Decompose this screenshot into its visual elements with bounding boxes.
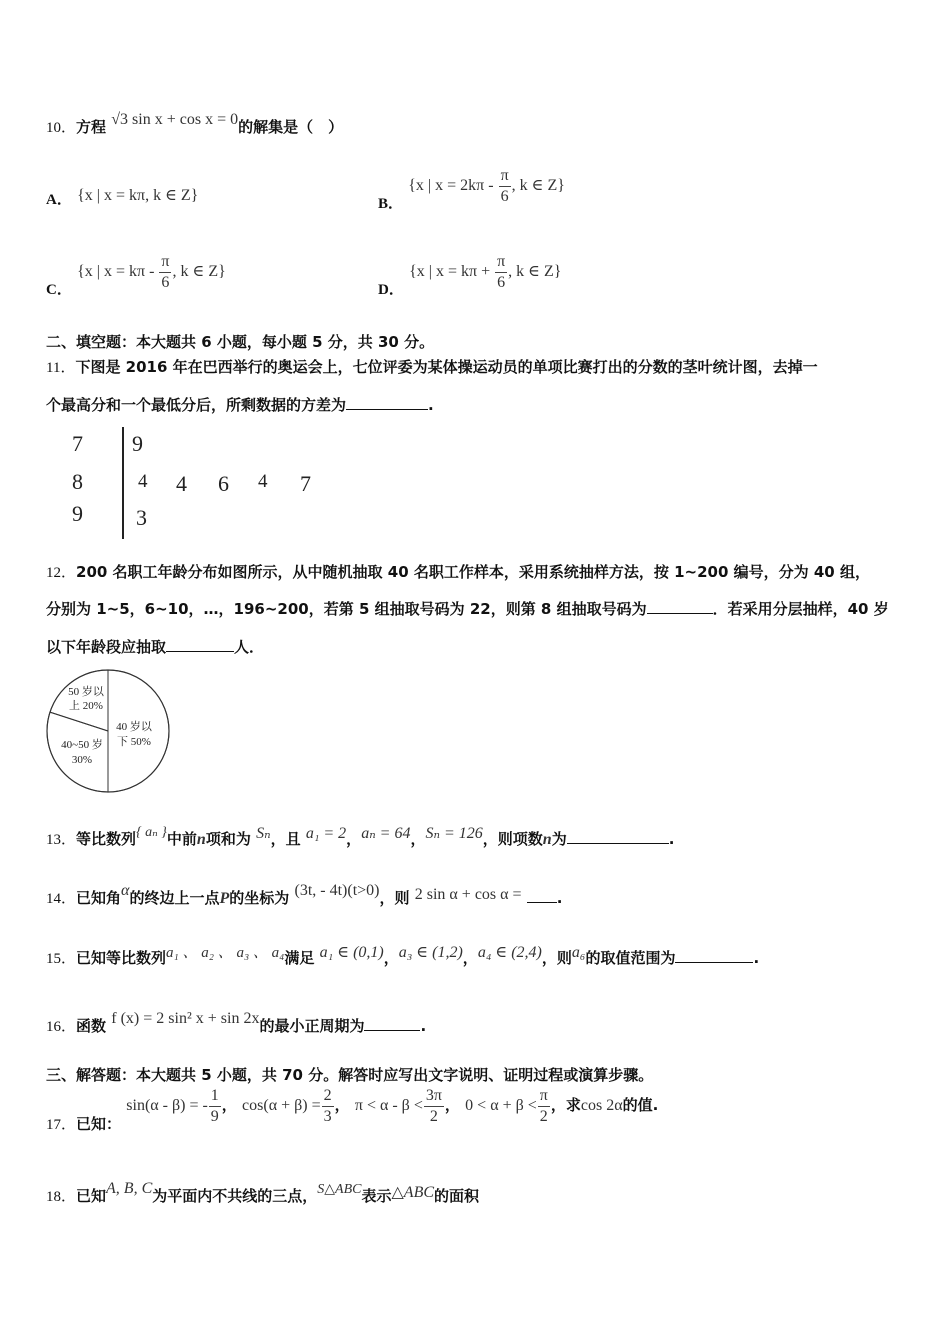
q13-cond-3: Sₙ = 126 [425,825,483,842]
q12-text-2: 分别为 1~5，6~10，…，196~200，若第 5 组抽取号码为 22，则第 8 组抽取号码为 [46,600,647,618]
pie-label-over50-line2: 上 20% [69,700,103,712]
q17-expr-4 [465,1087,551,1125]
q10-option-a [46,188,198,209]
option-d-label: D． [378,282,404,299]
stem-9: 9 [72,501,83,526]
option-b-fraction [499,168,511,205]
q13-n-2: n [542,831,552,848]
q15-text-1: 已知等比数列 [76,949,167,967]
q11-text-2: 个最高分和一个最低分后，所剩数据的方差为 [46,396,347,414]
q12-text-3b: 人． [234,638,265,656]
frac-den: 6 [161,274,170,291]
option-b-label: B． [378,196,404,213]
q18-triangle: △ABC [391,1184,435,1201]
q13-text-3: 项和为 [205,830,251,848]
leaf-8-1: 4 [138,471,148,492]
frac-num: 1 [209,1088,221,1107]
q12-number: 12． [46,565,77,581]
pie-label-under40-line1: 40 岁以 [116,721,152,733]
frac-den: 2 [429,1108,438,1125]
q17-text-1: 已知： [76,1115,122,1134]
q12-text-2b: ．若采用分层抽样，40 岁 [712,600,889,618]
q12-line-3 [46,636,264,657]
option-a-set: {x | x = kπ, k ∈ Z} [77,187,199,204]
q18-line [46,1180,480,1206]
q14-answer-blank[interactable] [527,890,557,903]
q13-answer-blank[interactable] [567,831,669,844]
frac-num: π [538,1088,550,1107]
q15-cond-3: a₄ ∈ (2,4) [477,944,542,961]
q16-number: 16． [46,1019,77,1035]
q16-function: f (x) = 2 sin² x + sin 2x [111,1010,260,1027]
leaf-8-3: 6 [218,471,229,496]
q10-equation: √3 sin x + cos x = 0 [111,111,239,128]
option-b-post: , k ∈ Z} [511,177,565,195]
q12-answer-blank-1[interactable] [647,601,713,614]
q17-number: 17． [46,1117,77,1134]
stem-divider [122,427,124,539]
q12-answer-blank-2[interactable] [166,639,234,652]
option-c-fraction [159,254,171,291]
q17-text-3: 的值. [622,1096,659,1115]
q14-alpha: α [121,882,130,899]
q17-target: cos 2α [580,1097,623,1115]
q14-line [46,882,563,908]
q13-cond-2: aₙ = 64 [361,825,411,842]
leaf-8-4: 4 [258,471,268,492]
q14-point-p: P [219,890,230,907]
q17-frac-1 [209,1088,221,1125]
section-2-heading: 二、填空题：本大题共 6 小题，每小题 5 分，共 30 分。 [46,333,435,351]
q12-text-1: 200 名职工年龄分布如图所示，从中随机抽取 40 名职工作样本，采用系统抽样方法，按 1~200 编号，分为 40 组， [76,563,870,581]
q15-a6: a₆ [571,944,586,961]
q17-expr-1 [126,1087,222,1125]
q13-text-2: 中前 [166,830,197,848]
frac-num: π [159,254,171,273]
q15-text-3: ，则 [541,949,572,967]
q14-end: . [556,889,563,907]
pie-label-over50-line1: 50 岁以 [68,686,104,698]
q15-terms: a₁ 、 a₂ 、 a₃ 、 a₄ [166,945,285,961]
q11-line-2 [46,394,434,415]
q10-option-c [46,253,226,299]
q13-n: n [196,831,206,848]
q18-area-symbol: S△ABC [317,1182,362,1197]
leaf-7-1: 9 [132,431,143,456]
frac-den: 3 [323,1108,332,1125]
q17-expr-3-pre: π < α - β < [354,1097,423,1115]
age-pie-chart [44,668,174,794]
frac-num: 3π [424,1088,444,1107]
q16-line [46,1010,427,1036]
stem-leaf-plot [70,425,340,545]
q15-text-4: 的取值范围为 [585,949,676,967]
q17-line: 17．已知： sin(α - β) = - $\frac{1}{9}$ ， cos(α + β) = $\frac{2}{3}$ ， π < α - β < $\frac{3\pi}{2}$ ， 0 < α + β < $\frac{\pi}{2}$ ，求cos 2α的值. [46,1087,659,1134]
leaf-9-1: 3 [136,505,147,530]
q11-number: 11． [46,360,76,376]
option-d-pre: {x | x = kπ + [409,263,491,281]
stem-7: 7 [72,431,83,456]
q14-text-3: 的坐标为 [229,889,290,907]
q13-text-5: ，则项数 [482,830,543,848]
q13-cond-1: a₁ = 2 [305,825,347,842]
q11-answer-blank[interactable] [346,397,428,410]
q10-text: 方程 [76,118,107,136]
frac-num: π [499,168,511,187]
q18-text-4: 的面积 [434,1187,480,1205]
option-c-label: C． [46,282,72,299]
q17-frac-2 [322,1088,334,1125]
q14-number: 14． [46,891,77,907]
q15-text-2: 满足 [284,949,315,967]
q14-text-4: ，则 [379,889,410,907]
q15-cond-1: a₁ ∈ (0,1) [319,944,384,961]
q16-answer-blank[interactable] [364,1018,420,1031]
frac-num: 2 [322,1088,334,1107]
q18-text-2: 为平面内不共线的三点， [152,1187,318,1205]
option-d-fraction [495,254,507,291]
q10-option-b [378,167,565,213]
q18-text-3: 表示 [361,1187,392,1205]
q15-cond-2: a₃ ∈ (1,2) [398,944,463,961]
pie-label-40to50-line1: 40~50 岁 [61,739,103,751]
q13-text-4: ，且 [270,830,301,848]
q11-text-1: 下图是 2016 年在巴西举行的奥运会上，七位评委为某体操运动员的单项比赛打出的分数的茎叶统计图，去掉一 [75,358,818,376]
q12-line-1 [46,561,870,582]
q14-coordinates: (3t, - 4t)(t>0) [294,882,380,899]
q15-end: . [753,949,760,967]
q13-text-6: 为 [551,830,567,848]
q13-text-1: 等比数列 [76,830,137,848]
q14-text-1: 已知角 [76,889,122,907]
q16-end: . [420,1017,427,1035]
q11-line-1 [46,356,818,377]
section-3-heading: 三、解答题：本大题共 5 小题，共 70 分。解答时应写出文字说明、证明过程或演算步骤。 [46,1066,654,1084]
q17-text-2: ，求 [550,1096,581,1115]
q15-number: 15． [46,951,77,967]
q14-expression: 2 sin α + cos α = [414,886,522,903]
q12-text-3: 以下年龄段应抽取 [46,638,167,656]
q12-line-2 [46,598,889,619]
q17-expr-1-pre: sin(α - β) = - [126,1097,208,1115]
q17-frac-4 [538,1088,550,1125]
frac-num: π [495,254,507,273]
option-b-set [408,167,565,205]
q15-line: 15．已知等比数列a₁ 、 a₂ 、 a₃ 、 a₄满足 a₁ ∈ (0,1)，a₃ ∈ (1,2)，a₄ ∈ (2,4)，则a₆的取值范围为 . [46,944,760,967]
option-a-label: A． [46,192,72,208]
q18-points: A, B, C [106,1180,153,1197]
q10-option-d [378,253,562,299]
pie-label-40to50-line2: 30% [71,754,93,766]
frac-den: 9 [210,1108,219,1125]
q16-text-2: 的最小正周期为 [259,1017,365,1035]
q17-expr-2-pre: cos(α + β) = [242,1097,321,1115]
q13-sum: Sₙ [256,825,271,842]
q10-number: 10． [46,120,77,136]
q13-sequence: { aₙ } [136,825,167,840]
frac-den: 6 [500,188,509,205]
option-d-post: , k ∈ Z} [508,263,562,281]
pie-label-under40-line2: 下 50% [117,736,151,748]
option-b-pre: {x | x = 2kπ - [408,177,494,195]
q13-end: . [668,830,675,848]
q13-line: 13．等比数列{ aₙ }中前n项和为 Sₙ，且 a₁ = 2，aₙ = 64，Sₙ = 126，则项数n为 . [46,825,675,848]
frac-den: 6 [497,274,506,291]
q11-end: . [428,396,434,414]
q13-number: 13． [46,832,77,848]
q10-line [46,111,344,137]
option-c-pre: {x | x = kπ - [77,263,155,281]
q14-text-2: 的终边上一点 [129,889,220,907]
q17-expr-4-pre: 0 < α + β < [465,1097,537,1115]
option-c-set [77,253,226,291]
q10-tail: 的解集是（ ） [238,118,344,136]
q16-text-1: 函数 [76,1017,107,1035]
option-d-set [409,253,562,291]
q15-answer-blank[interactable] [675,950,753,963]
leaf-8-2: 4 [176,471,187,496]
frac-den: 2 [539,1108,548,1125]
q18-number: 18． [46,1189,77,1205]
leaf-8-5: 7 [300,471,311,496]
q18-text-1: 已知 [76,1187,107,1205]
stem-8: 8 [72,469,83,494]
q17-frac-3 [424,1088,444,1125]
q17-expr-2 [242,1087,335,1125]
option-c-post: , k ∈ Z} [172,263,226,281]
